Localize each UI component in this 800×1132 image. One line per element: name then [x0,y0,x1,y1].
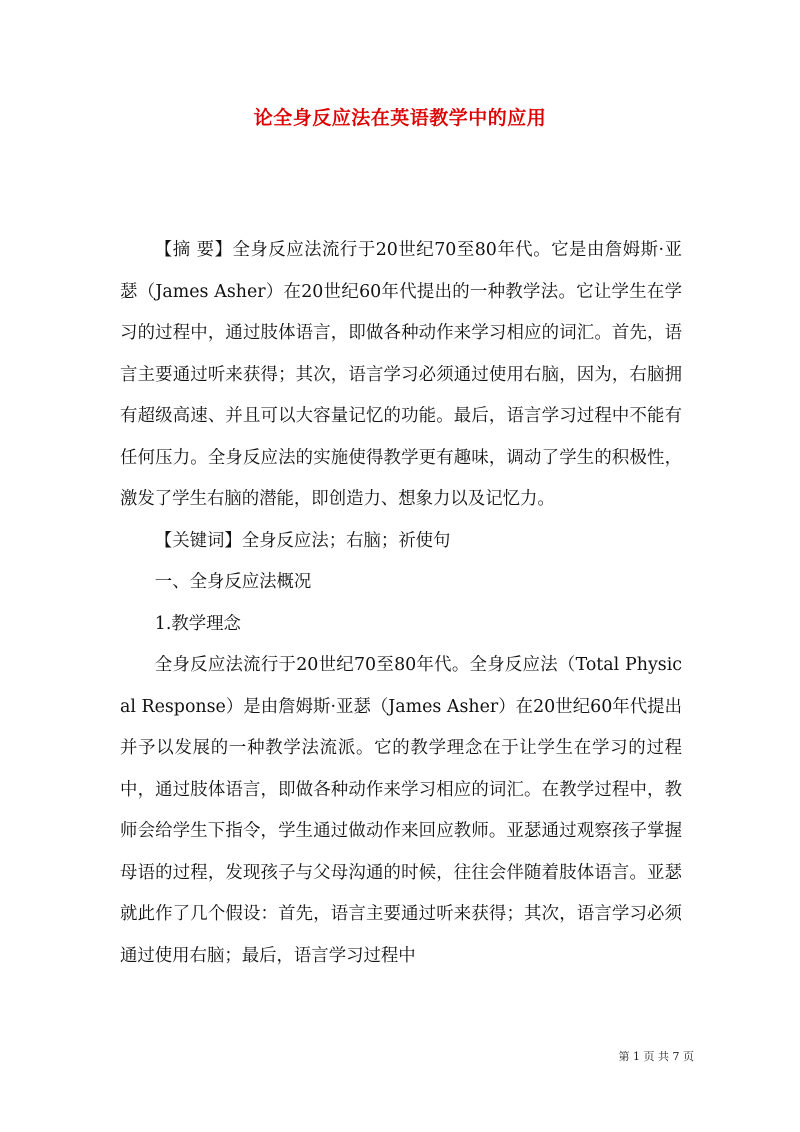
section-heading: 一、全身反应法概况 [154,572,312,592]
abstract-paragraph: 【摘 要】全身反应法流行于20世纪70至80年代。它是由詹姆斯·亚瑟（James Asher）在20世纪60年代提出的一种教学法。它让学生在学习的过程中，通过肢体语言，即做各种动作来学习相应的词汇。首先，语言主要通过听来获得；其次，语言学习必须通过使用右脑，因为，右脑拥有超级高速、并且可以大容量记忆的功能。最后，语言学习过程中不能有任何压力。全身反应法的实施使得教学更有趣味，调动了学生的积极性，激发了学生右脑的潜能，即创造力、想象力以及记忆力。 [120,240,682,509]
page-number-footer: 第 1 页 共 7 页 [618,1050,694,1063]
body-paragraph: 全身反应法流行于20世纪70至80年代。全身反应法（Total Physical Response）是由詹姆斯·亚瑟（James Asher）在20世纪60年代提出并予以发展的一种教学法流派。它的教学理念在于让学生在学习的过程中，通过肢体语言，即做各种动作来学习相应的词汇。在教学过程中，教师会给学生下指令，学生通过做动作来回应教师。亚瑟通过观察孩子掌握母语的过程，发现孩子与父母沟通的时候，往往会伴随着肢体语言。亚瑟就此作了几个假设：首先，语言主要通过听来获得；其次，语言学习必须通过使用右脑；最后，语言学习过程中 [120,655,682,966]
subsection-heading: 1.教学理念 [154,613,241,634]
document-body [120,230,682,977]
document-title: 论全身反应法在英语教学中的应用 [253,107,547,129]
keywords-paragraph: 【关键词】全身反应法；右脑；祈使句 [154,530,451,551]
